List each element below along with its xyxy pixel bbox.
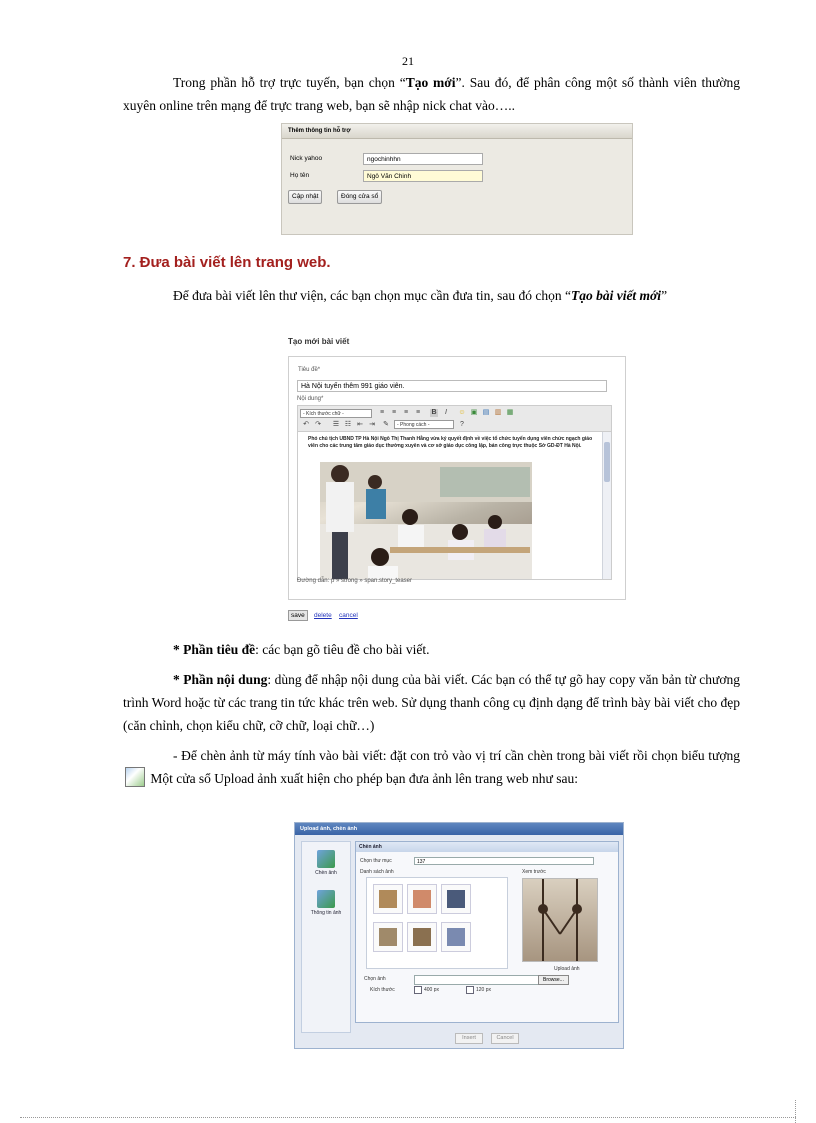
insert-table-icon[interactable]: ▦ xyxy=(506,409,514,416)
image-list xyxy=(366,877,508,969)
sidebar-item-image-info[interactable]: Thông tin ảnh xyxy=(306,890,346,916)
article-form-title: Tạo mới bài viết xyxy=(288,337,350,346)
close-window-button[interactable]: Đóng cửa sổ xyxy=(337,190,382,204)
editor-text: Phó chủ tịch UBND TP Hà Nội Ngô Thị Thanh Hằng vừa ký quyết định về việc tổ chức tuyển dụng viên chức ngạch giáo viên cho các trung tâm giáo dục thường xuyên và cơ sở giáo dục công lập, bán công trực thuộc Sở GD-ĐT Hà Nội. xyxy=(308,436,593,449)
image-thumb[interactable] xyxy=(407,884,437,914)
title-input[interactable]: Hà Nội tuyển thêm 991 giáo viên. xyxy=(297,380,607,392)
preview-label: Xem trước xyxy=(522,869,546,875)
image-thumb[interactable] xyxy=(441,884,471,914)
content-bullet-label: * Phần nội dung xyxy=(173,672,268,687)
upload-main-panel xyxy=(355,841,619,1023)
size-400-checkbox[interactable] xyxy=(414,986,422,994)
intro-paragraph: Trong phần hỗ trợ trực tuyến, bạn chọn “Tạo mới”. Sau đó, để phân công một số thành viên thường xuyên online trên mạng để trực trang web, bạn sẽ nhập nick chat vào….. xyxy=(123,75,740,113)
nick-label: Nick yahoo xyxy=(290,155,323,162)
sidebar-item-insert-image[interactable]: Chèn ảnh xyxy=(306,850,346,876)
classroom-photo xyxy=(320,462,532,579)
folder-select[interactable]: 137 xyxy=(414,857,594,865)
style-select[interactable]: - Phong cách - xyxy=(394,420,454,429)
page-corner-line xyxy=(795,1100,796,1123)
page-number: 21 xyxy=(402,54,414,68)
browse-button[interactable]: Browse... xyxy=(538,975,569,985)
support-form-screenshot xyxy=(281,123,633,235)
insert-image-side-icon xyxy=(317,850,335,868)
image-thumb[interactable] xyxy=(373,922,403,952)
editor-scroll-thumb[interactable] xyxy=(604,442,610,482)
title-bullet-label: * Phần tiêu đề xyxy=(173,642,256,657)
content-editor[interactable] xyxy=(297,431,612,580)
upload-label: Upload ảnh xyxy=(554,966,580,972)
page-footer-line xyxy=(20,1117,796,1118)
editor-scrollbar[interactable] xyxy=(602,432,611,579)
section-heading: 7. Đưa bài viết lên trang web. xyxy=(123,254,331,271)
editor-toolbar xyxy=(297,405,612,433)
bullet-list-icon[interactable]: ☰ xyxy=(332,421,340,428)
insert-button[interactable]: Insert xyxy=(455,1033,483,1044)
article-form-screenshot xyxy=(286,332,626,624)
insert-image-icon xyxy=(125,767,145,787)
cancel-link[interactable]: cancel xyxy=(339,612,358,619)
image-info-side-icon xyxy=(317,890,335,908)
align-justify-icon[interactable]: ≡ xyxy=(415,409,421,416)
choose-image-label: Chọn ảnh xyxy=(364,976,386,982)
title-field-label: Tiêu đề* xyxy=(298,367,321,373)
font-size-select[interactable]: - Kích thước chữ - xyxy=(300,409,372,418)
folder-label: Chọn thư mục xyxy=(360,858,392,864)
help-icon[interactable]: ? xyxy=(460,421,464,428)
upload-panel-title: Chèn ảnh xyxy=(356,842,618,852)
preview-graphic xyxy=(523,879,597,961)
align-left-icon[interactable]: ≡ xyxy=(379,409,385,416)
name-label: Họ tên xyxy=(290,172,310,179)
numbered-list-icon[interactable]: ☷ xyxy=(344,421,352,428)
insert-media-icon[interactable]: ▤ xyxy=(482,409,490,416)
outdent-icon[interactable]: ⇤ xyxy=(357,421,363,428)
insert-image-icon[interactable]: ▣ xyxy=(470,409,478,416)
size-400-label: 400 px xyxy=(424,987,440,993)
support-form-header: Thêm thông tin hỗ trợ xyxy=(282,124,632,139)
title-bullet-paragraph: * Phần tiêu đề: các bạn gõ tiêu đề cho bài viết. xyxy=(173,642,430,657)
italic-icon[interactable]: I xyxy=(445,409,447,416)
classroom-photo-graphic xyxy=(320,462,532,579)
upload-sidebar xyxy=(301,841,351,1033)
name-input[interactable]: Ngô Văn Chinh xyxy=(363,170,483,182)
nick-input[interactable]: ngochinhhn xyxy=(363,153,483,165)
indent-icon[interactable]: ⇥ xyxy=(369,421,375,428)
smiley-icon[interactable]: ☺ xyxy=(458,409,466,416)
content-bullet-paragraph: * Phần nội dung: dùng để nhập nội dung của bài viết. Các bạn có thể tự gõ hay copy văn bản từ chương trình Word hoặc từ các trang tin tức khác trên web. Sử dụng thanh công cụ định dạng để trình bày bài viết cho đẹp (căn chỉnh, chọn kiểu chữ, cỡ chữ, loại chữ…) xyxy=(123,672,740,733)
update-button[interactable]: Cập nhật xyxy=(288,190,322,204)
size-120-checkbox[interactable] xyxy=(466,986,474,994)
insert-file-icon[interactable]: ▥ xyxy=(494,409,502,416)
undo-icon[interactable]: ↶ xyxy=(303,421,309,428)
upload-dialog-title: Upload ảnh, chèn ảnh xyxy=(295,823,623,835)
editor-path: Đường dẫn: p » strong » span.story_teaser xyxy=(297,578,413,584)
image-thumb[interactable] xyxy=(373,884,403,914)
intro-bold: Tạo mới xyxy=(405,75,456,90)
size-120-label: 120 px xyxy=(476,987,492,993)
cancel-button[interactable]: Cancel xyxy=(491,1033,519,1044)
section-intro-bold-italic: Tạo bài viết mới xyxy=(570,288,662,303)
edit-icon[interactable]: ✎ xyxy=(383,421,389,428)
align-right-icon[interactable]: ≡ xyxy=(403,409,409,416)
redo-icon[interactable]: ↷ xyxy=(315,421,321,428)
align-center-icon[interactable]: ≡ xyxy=(391,409,397,416)
image-list-label: Danh sách ảnh xyxy=(360,869,394,875)
image-preview xyxy=(522,878,598,962)
upload-dialog-screenshot xyxy=(294,822,624,1049)
section-intro-paragraph: Để đưa bài viết lên thư viện, các bạn chọn mục cần đưa tin, sau đó chọn “Tạo bài viết mới” xyxy=(173,288,668,303)
image-insert-paragraph: - Để chèn ảnh từ máy tính vào bài viết: đặt con trỏ vào vị trí cần chèn trong bài viết rồi chọn biểu tượng Một cửa sổ Upload ảnh xuất hiện cho phép bạn đưa ảnh lên trang web như sau: xyxy=(123,744,740,790)
size-label: Kích thước xyxy=(370,987,395,993)
save-button[interactable]: save xyxy=(288,610,308,621)
image-thumb[interactable] xyxy=(441,922,471,952)
bold-icon[interactable]: B xyxy=(431,409,437,416)
delete-link[interactable]: delete xyxy=(314,612,332,619)
image-thumb[interactable] xyxy=(407,922,437,952)
content-field-label: Nội dung* xyxy=(297,396,324,402)
